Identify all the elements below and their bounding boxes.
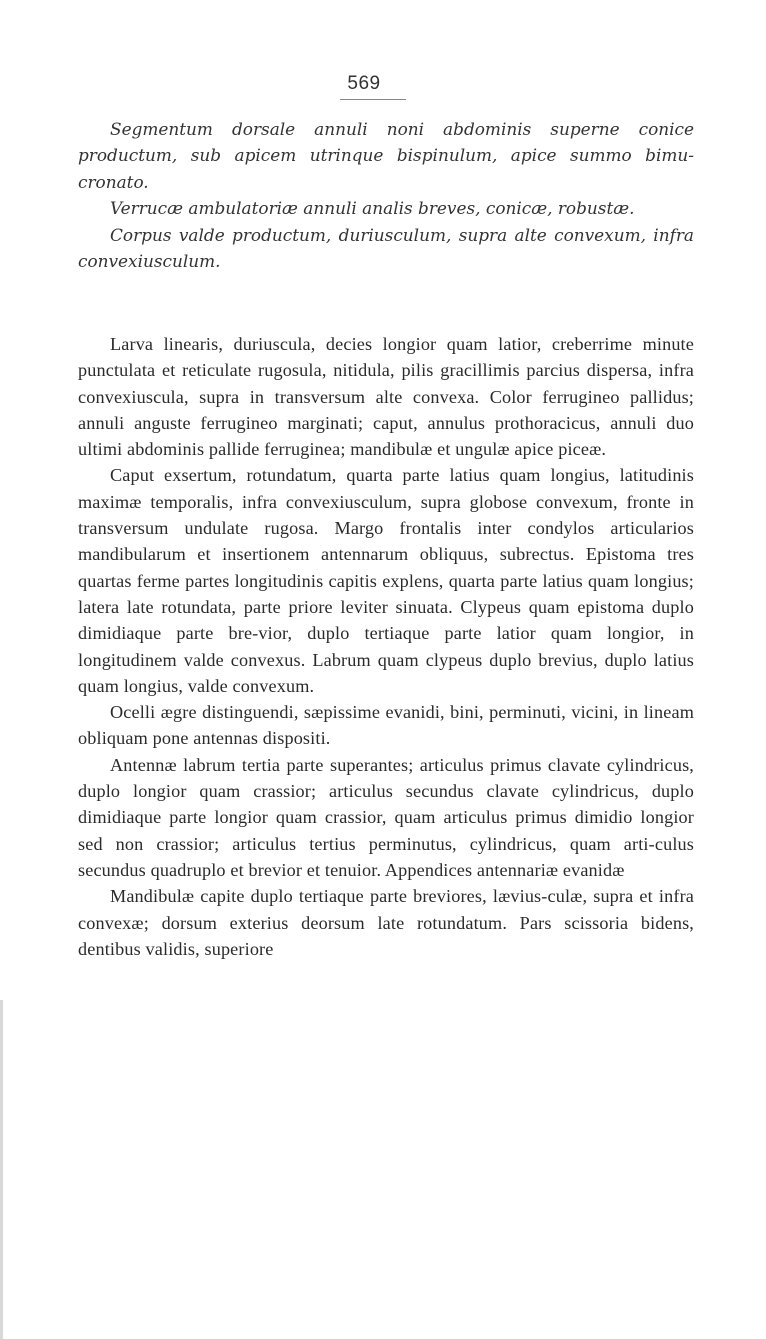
paragraph-antennae: Antennæ labrum tertia parte superantes; articulus primus clavate cylindricus, duplo longior quam crassior; articulus secundus clavate cylindricus, duplo dimidiaque parte longior quam crassior, quam articulus primus dimidio longior sed non crassior; articulus tertius perminutus, cylindricus, quam arti-culus secundus quadruplo et brevior et tenuior. Appendices antennariæ evanidæ: [78, 754, 694, 880]
page-number: 569: [347, 73, 381, 94]
italic-description-block: [78, 116, 694, 274]
italic-paragraph-segmentum: Segmentum dorsale annuli noni abdominis superne conice productum, sub apicem utrinque bispinulum, apice summo bimu-cronato.: [78, 119, 694, 192]
paragraph-larva: Larva linearis, duriuscula, decies longior quam latior, creberrime minute punctulata et reticulate rugosula, nitidula, pilis gracillimis parcius dispersa, infra convexiuscula, supra in transversum alte convexa. Color ferrugineo pallidus; annuli anguste ferrugineo marginati; caput, annulus prothoracicus, annuli duo ultimi abdominis pallide ferruginea; mandibulæ et ungulæ apice piceæ.: [78, 334, 694, 460]
italic-paragraph-verrucae: Verrucæ ambulatoriæ annuli analis breves, conicæ, robustæ.: [110, 198, 635, 219]
paragraph-mandibulae: Mandibulæ capite duplo tertiaque parte breviores, lævius-culæ, supra et infra convexæ; dorsum exterius deorsum late rotundatum. Pars scissoria bidens, dentibus validis, superiore: [78, 886, 694, 959]
scan-edge-shadow: [0, 1000, 3, 1339]
paragraph-ocelli: Ocelli ægre distinguendi, sæpissime evanidi, bini, perminuti, vicini, in lineam obliquam pone antennas dispositi.: [78, 702, 694, 749]
italic-paragraph-corpus: Corpus valde productum, duriusculum, supra alte convexum, infra convexiusculum.: [78, 224, 694, 272]
paragraph-caput: Caput exsertum, rotundatum, quarta parte latius quam longius, latitudinis maximæ temporalis, infra convexiusculum, supra globose convexum, fronte in transversum undulate rugosa. Margo frontalis inter condylos articularios mandibularum et insertionem antennarum obliquus, subrectus. Epistoma tres quartas ferme partes longitudinis capitis explens, quarta parte latius quam longius; latera late rotundata, parte priore leviter sinuata. Clypeus quam epistoma duplo dimidiaque parte bre-vior, duplo tertiaque parte latior quam longior, in longitudinem valde convexus. Labrum quam clypeus duplo brevius, duplo latius quam longius, valde convexum.: [78, 465, 694, 696]
larva-description-block: [78, 331, 694, 962]
page-number-rule: [340, 99, 406, 100]
